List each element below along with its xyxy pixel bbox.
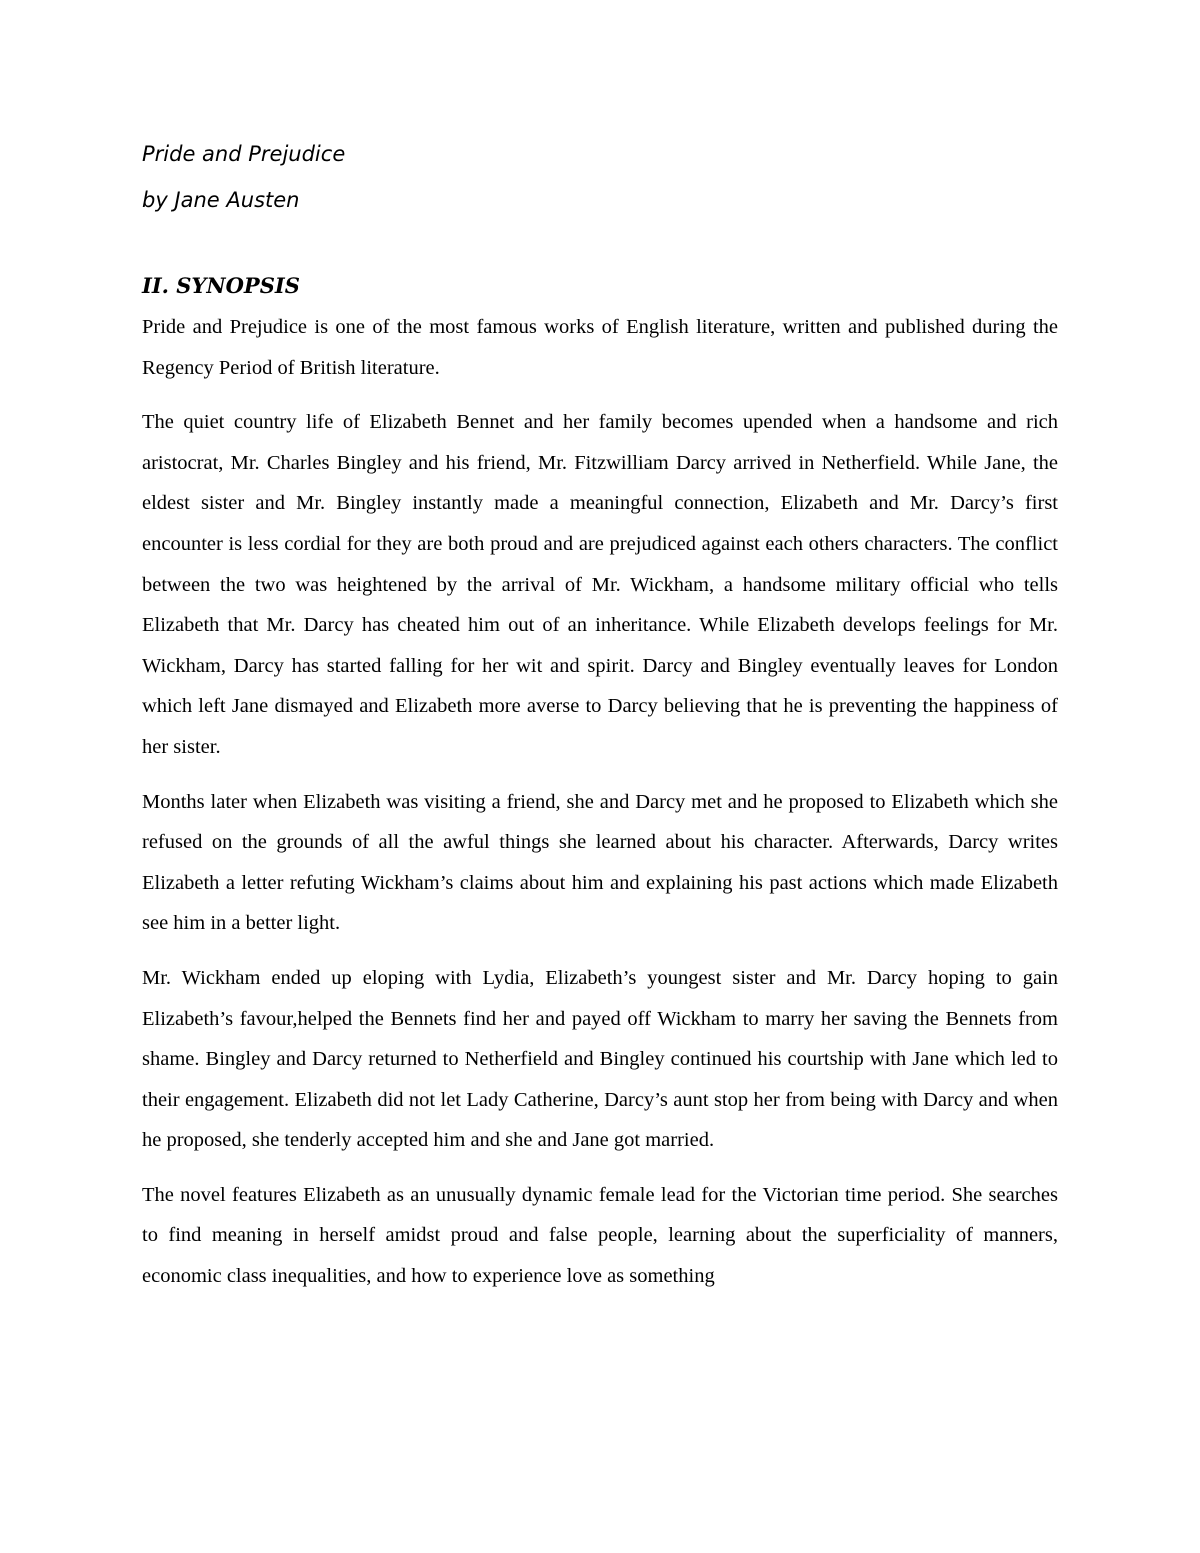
document-title: Pride and Prejudice [142, 142, 346, 166]
paragraph-plot-beginning: The quiet country life of Elizabeth Bennet and her family becomes upended when a handsome and rich aristocrat, Mr. Charles Bingley and his friend, Mr. Fitzwilliam Darcy arrived in Netherfield. While Jane, the eldest sister and Mr. Bingley instantly made a meaningful connection, Elizabeth and Mr. Darcy’s first encounter is less cordial for they are both proud and are prejudiced against each others characters. The conflict between the two was heightened by the arrival of Mr. Wickham, a handsome military official who tells Elizabeth that Mr. Darcy has cheated him out of an inheritance. While Elizabeth develops feelings for Mr. Wickham, Darcy has started falling for her wit and spirit. Darcy and Bingley eventually leaves for London which left Jane dismayed and Elizabeth more averse to Darcy believing that he is preventing the happiness of her sister. [142, 411, 1058, 758]
document-author: by Jane Austen [142, 188, 300, 212]
section-heading: II. SYNOPSIS [142, 273, 300, 298]
paragraph-themes: The novel features Elizabeth as an unusually dynamic female lead for the Victorian time period. She searches to find meaning in herself amidst proud and false people, learning about the superficiality of manners, economic class inequalities, and how to experience love as something [142, 1183, 1058, 1288]
paragraph-resolution: Mr. Wickham ended up eloping with Lydia, Elizabeth’s youngest sister and Mr. Darcy hoping to gain Elizabeth’s favour,helped the Bennets find her and payed off Wickham to marry her saving the Bennets from shame. Bingley and Darcy returned to Netherfield and Bingley continued his courtship with Jane which led to their engagement. Elizabeth did not let Lady Catherine, Darcy’s aunt stop her from being with Darcy and when he proposed, she tenderly accepted him and she and Jane got married. [142, 966, 1058, 1152]
paragraph-proposal: Months later when Elizabeth was visiting a friend, she and Darcy met and he proposed to Elizabeth which she refused on the grounds of all the awful things she learned about his character. Afterwards, Darcy writes Elizabeth a letter refuting Wickham’s claims about him and explaining his past actions which made Elizabeth see him in a better light. [142, 790, 1058, 935]
document-body [142, 136, 1058, 1297]
paragraph-intro: Pride and Prejudice is one of the most famous works of English literature, written and published during the Regency Period of British literature. [142, 316, 1058, 379]
